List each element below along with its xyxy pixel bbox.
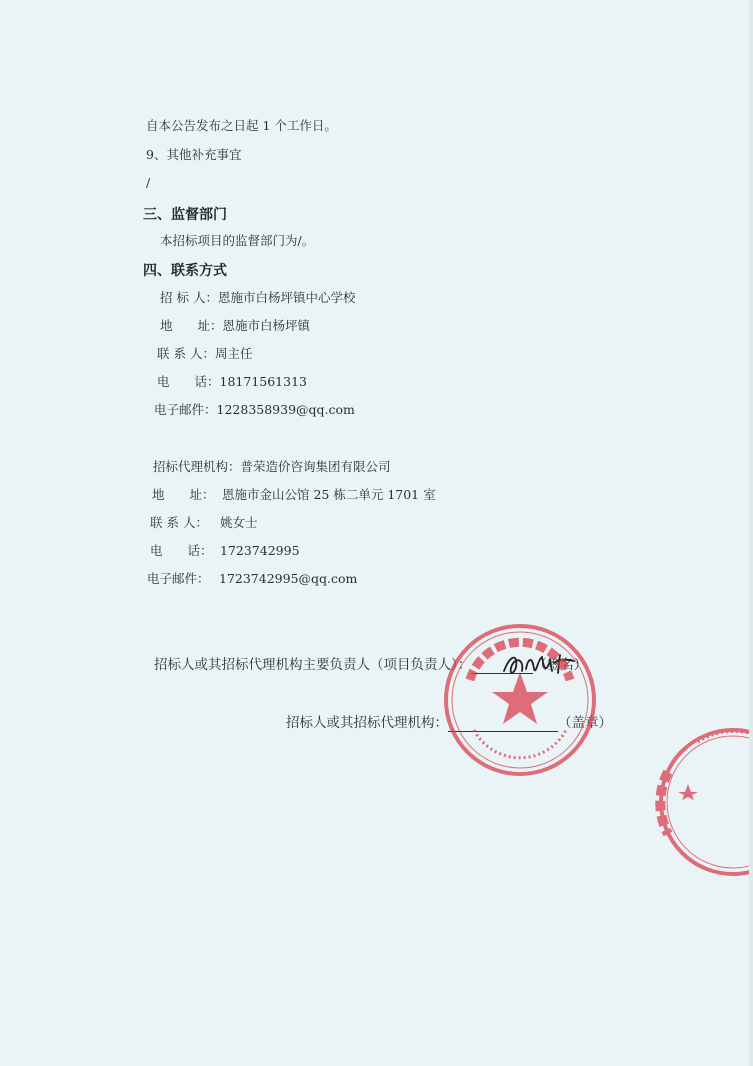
item9-content: / [146,175,151,190]
tenderer-phone-row [157,374,307,390]
agency-phone: 1723742995 [220,543,300,558]
signature-line-1-suffix: （签名） [533,657,588,673]
agency-contact: 姚女士 [220,515,258,530]
agency-email-row [147,571,357,587]
tenderer-contact-row [157,346,252,362]
item9-title: 9、其他补充事宜 [146,147,242,162]
agency-contact-label: 联 系 人： [150,515,208,530]
agency-name: 普荣造价咨询集团有限公司 [240,459,391,474]
section3-heading: 三、监督部门 [143,207,227,223]
company-seal-icon [440,620,600,780]
tenderer-name-label: 招 标 人： [160,290,218,305]
agency-email-label: 电子邮件： [147,571,210,586]
tenderer-address-label: 地 址： [160,318,223,333]
tenderer-contact: 周主任 [214,346,253,361]
signature-line-1-prefix: 招标人或其招标代理机构主要负责人（项目负责人）： [154,657,472,673]
agency-name-label: 招标代理机构： [153,459,241,474]
tenderer-phone-label: 电 话： [157,374,220,389]
tenderer-name-row [160,290,355,306]
tenderer-name: 恩施市白杨坪镇中心学校 [217,290,356,305]
signature-line-2-prefix: 招标人或其招标代理机构： [286,715,448,731]
tenderer-email-label: 电子邮件： [154,402,217,417]
agency-address-row [152,487,436,503]
intro-line: 自本公告发布之日起 1 个工作日。 [146,118,337,133]
scan-edge [749,0,753,1066]
tenderer-address-row [160,318,310,334]
section4-heading: 四、联系方式 [143,263,227,279]
section3-text: 本招标项目的监督部门为/。 [160,233,315,248]
agency-email: 1723742995@qq.com [219,571,358,586]
partial-seal-icon [648,722,753,882]
signature-line-2-suffix: （盖章） [558,715,612,731]
tenderer-email-row [154,402,355,418]
tenderer-address: 恩施市白杨坪镇 [222,318,311,333]
agency-contact-row [150,515,258,531]
agency-phone-row [150,543,300,559]
tenderer-contact-label: 联 系 人： [157,346,215,361]
agency-address: 恩施市金山公馆 25 栋二单元 1701 室 [222,487,436,502]
agency-address-label: 地 址： [152,487,215,502]
tenderer-phone: 18171561313 [219,374,307,389]
agency-name-row [153,459,391,475]
agency-phone-label: 电 话： [150,543,213,558]
tenderer-email: 1228358939@qq.com [216,402,355,417]
